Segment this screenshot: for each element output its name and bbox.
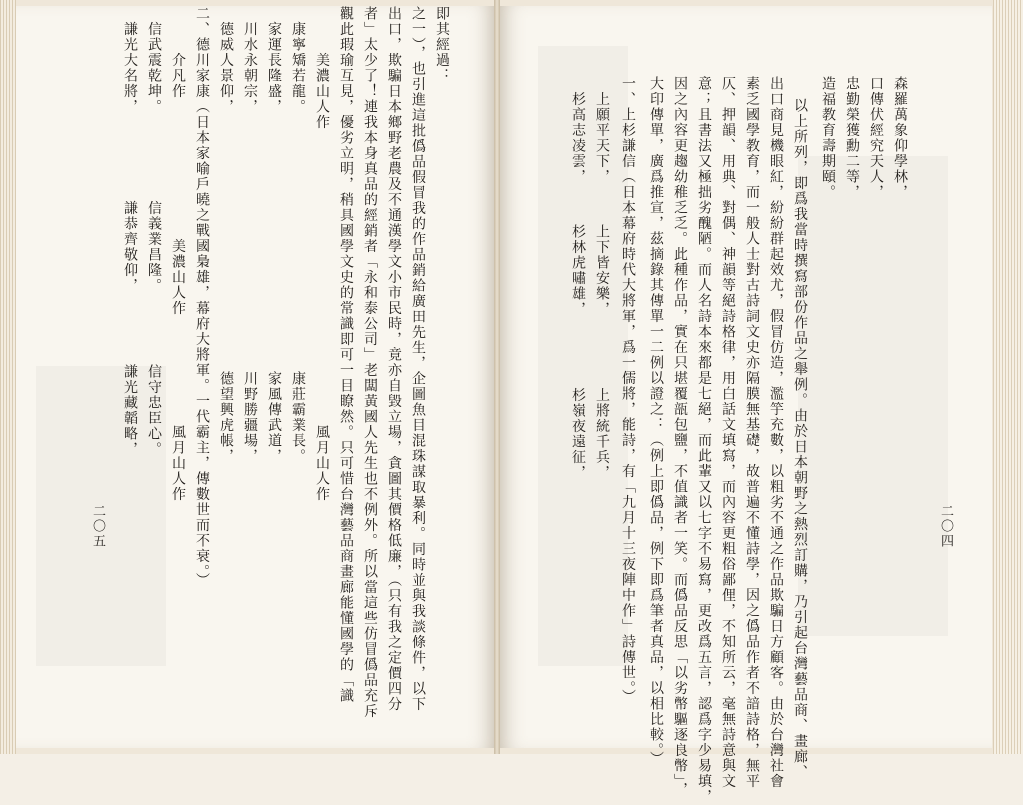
- text-column: 一、上杉謙信（日本幕府時代大將軍，爲一儒將，能詩，有「九月十三夜陣中作」詩傳世。）: [620, 76, 636, 705]
- text-column: 以上所列，即爲我當時撰寫部份作品之舉例。由於日本朝野之熱烈訂購，乃引起台灣藝品商、畫廊、: [792, 98, 808, 780]
- text-column: 二、德川家康（日本家喻戶曉之戰國梟雄，幕府大將軍。一代霸主，傳數世而不衰。）: [194, 6, 210, 588]
- book-gutter: [494, 0, 500, 754]
- text-column: 出口，欺騙日本鄉野老農及不通漢學文小市民時，竟亦自毀立場，貪圖其價格低廉，（只有我之定價四分: [386, 6, 402, 712]
- text-column: 觀此瑕瑜互見，優劣立明，稍具國學文史的常識即可一目瞭然。只可惜台灣藝品商畫廊能懂國學的「識: [338, 6, 354, 704]
- text-column: 德威人景仰， 德望興虎帳，: [218, 6, 234, 464]
- text-column: 上願平天下， 上下皆安樂， 上將統千兵，: [594, 76, 610, 481]
- text-column: 大印傳單，廣爲推宣，茲摘錄其傳單一二例以證之：（例上即僞品，例下即爲筆者真品，以相比較。）: [648, 76, 664, 767]
- text-column: 忠勤榮獲勳二等，: [844, 76, 860, 200]
- left-page: [16, 6, 496, 748]
- page-number: 二〇五: [90, 504, 105, 549]
- text-column: 意；且書法又極拙劣醜陋。而人名詩本來都是七絕，而此輩又以七字不易寫，更改爲五言，認爲字少易填，: [696, 76, 712, 805]
- text-column: 出口商見機眼紅，紛紛群起效尤，假冒仿造，濫竽充數，以粗劣不通之作品欺騙日方顧客。由於台灣社會: [768, 76, 784, 789]
- text-column: 美濃山人作 風月山人作: [314, 6, 330, 502]
- text-column: 家運長隆盛， 家風傳武道，: [266, 6, 282, 464]
- text-column: 者」太少了！連我本身真品的經銷者「永和泰公司」老闆黃國人先生也不例外。所以當這些仿冒僞品充斥: [362, 6, 378, 719]
- text-column: 之一），也引進這批僞品假冒我的作品銷給廣田先生，企圖魚目混珠謀取暴利。同時並與我談條件，以下: [410, 6, 426, 712]
- text-column: 介凡作 美濃山人作 風月山人作: [170, 6, 186, 502]
- text-column: 森羅萬象仰學林，: [892, 76, 908, 200]
- text-column: 因之內容更趨幼稚乏乏。此種作品，實在只堪覆瓿包鹽，不值識者一笑。而僞品反思「以劣幣驅逐良幣」，: [672, 76, 688, 798]
- text-column: 杉高志凌雲， 杉林虎嘯雄， 杉嶺夜遠征，: [570, 76, 586, 481]
- page-stack-left-edge: [0, 0, 16, 754]
- text-column: 口傳伏經究天人，: [868, 76, 884, 200]
- text-column: 謙光大名將， 謙恭齊敬仰， 謙光藏韜略，: [122, 6, 138, 457]
- text-column: 造福教育壽期頤。: [820, 76, 836, 200]
- page-stack-right-edge: [993, 0, 1023, 754]
- show-through-shadow: [798, 156, 948, 636]
- text-column: 仄、押韻、用典、對偶、神韻等絕詩格律，用白話文填寫，而內容更粗俗鄙俚，不知所云，毫無詩意與文: [720, 76, 736, 789]
- page-number: 二〇四: [938, 504, 953, 549]
- text-column: 信武震乾坤。 信義業昌隆。 信守忠臣心。: [146, 6, 162, 457]
- text-column: 素乏國學教育，而一般人士對古詩詞文史亦隔膜無基礎，故普遍不懂詩學，因之僞品作者不諳詩格，無平: [744, 76, 760, 789]
- text-column: 川水永朝宗， 川野勝疆場，: [242, 6, 258, 464]
- right-page: [498, 6, 992, 805]
- text-column: 康寧矯若龍。 康莊霸業長。: [290, 6, 306, 464]
- text-column: 即其經過：: [434, 6, 450, 84]
